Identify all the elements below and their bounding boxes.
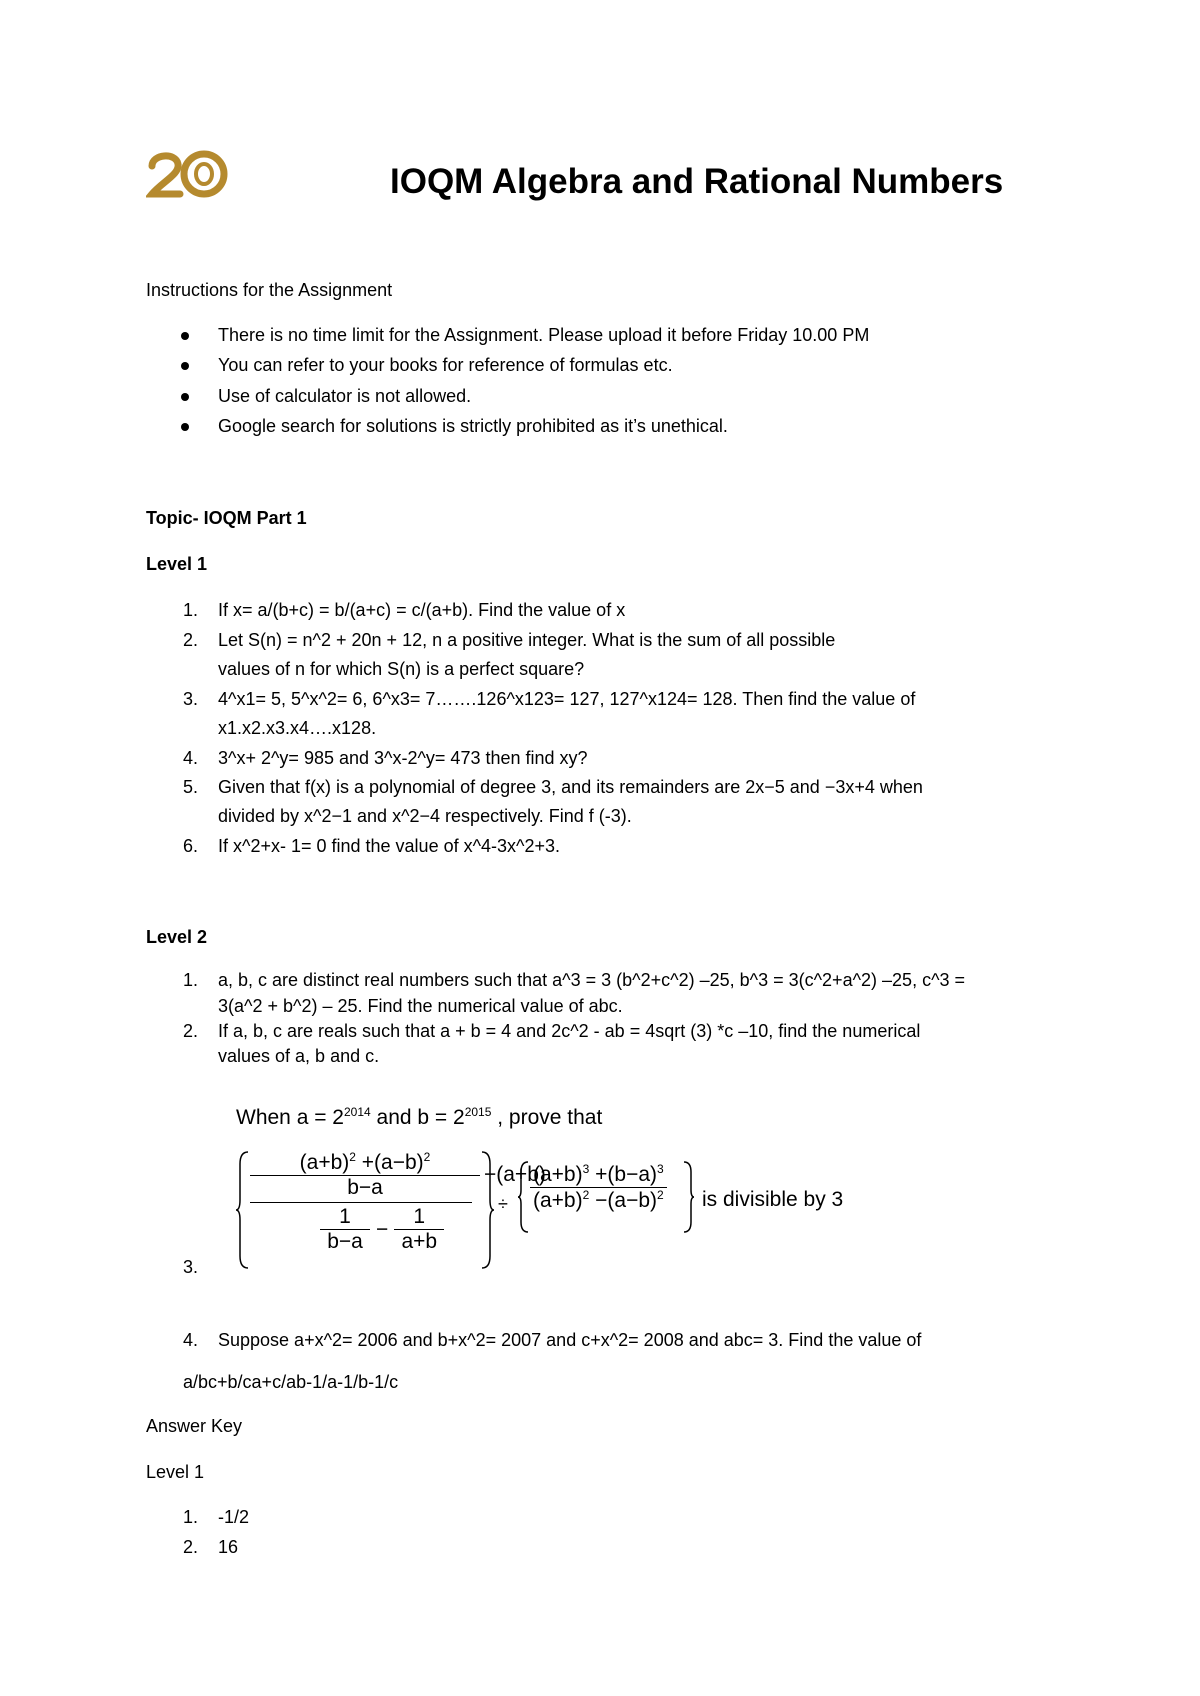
question-number: 4. (183, 748, 199, 768)
question-text: Given that f(x) is a polynomial of degree 3, and its remainders are 2x−5 and −3x+4 when (218, 777, 923, 797)
question-text: If x^2+x- 1= 0 find the value of x^4-3x^2+3. (218, 836, 561, 856)
instruction-item: Use of calculator is not allowed. (218, 386, 471, 407)
question-text: 4^x1= 5, 5^x^2= 6, 6^x3= 7…….126^x123= 127, 127^x124= 128. Then find the value of (218, 689, 916, 709)
instruction-item: Google search for solutions is strictly prohibited as it’s unethical. (218, 416, 728, 437)
compound-fraction: $\frac{(a+b)^2 +(a-b)^2}{b-a}$ −(a+b) $\frac{1}{b-a}$ − $\frac{1}{a+b}$ (250, 1150, 710, 1254)
answer-number: 2. (183, 1537, 199, 1557)
fraction-right: $\frac{(a+b)^3 +(b-a)^3}{(a+b)^2 -(a-b)^2}$ (530, 1162, 667, 1213)
instruction-item: There is no time limit for the Assignment. Please upload it before Friday 10.00 PM (218, 325, 869, 346)
question-number: 2. (183, 630, 199, 650)
bullet-icon (181, 423, 189, 431)
right-brace-icon (480, 1150, 494, 1270)
question-text: a, b, c are distinct real numbers such that a^3 = 3 (b^2+c^2) –25, b^3 = 3(c^2+a^2) –25, c^3 = (218, 970, 966, 990)
level1-heading: Level 1 (146, 554, 208, 574)
question-number: 6. (183, 836, 199, 856)
bullet-icon (181, 332, 189, 340)
answer-level-heading: Level 1 (146, 1462, 205, 1482)
question-text: Let S(n) = n^2 + 20n + 12, n a positive integer. What is the sum of all possible (218, 630, 836, 650)
question-text: 3(a^2 + b^2) – 25. Find the numerical value of abc. (218, 996, 623, 1016)
question-number: 2. (183, 1021, 199, 1041)
answer-value: 16 (218, 1537, 239, 1557)
question-text: values of a, b and c. (218, 1046, 380, 1066)
question-text: divided by x^2−1 and x^2−4 respectively. Find f (-3). (218, 806, 632, 826)
question-text: a/bc+b/ca+c/ab-1/a-1/b-1/c (183, 1372, 399, 1392)
question-number: 5. (183, 777, 199, 797)
instruction-item: You can refer to your books for reference of formulas etc. (218, 355, 673, 376)
bullet-icon (181, 362, 189, 370)
fraction-top: $\frac{(a+b)^2 +(a-b)^2}{b-a}$ (250, 1150, 480, 1200)
question-text: If a, b, c are reals such that a + b = 4 and 2c^2 - ab = 4sqrt (3) *c –10, find the numerical (218, 1021, 921, 1041)
answer-number: 1. (183, 1507, 199, 1527)
question-number: 3. (183, 1257, 199, 1277)
equation-intro: When $a = 2^{2014}$ and $b = 2^{2015}$ , prove that (236, 1105, 603, 1129)
question-number: 3. (183, 689, 199, 709)
topic-heading: Topic- IOQM Part 1 (146, 508, 307, 528)
question-text: 3^x+ 2^y= 985 and 3^x-2^y= 473 then find xy? (218, 748, 588, 768)
equation-block: $\frac{(a+b)^2 +(a-b)^2}{b-a}$ −(a+b) $\frac{1}{b-a}$ − $\frac{1}{a+b}$ ÷ $\frac{(a+b)^3 +(b-a)^3}{(a+b)^2 -(a-b)^2}$ is divisible by 3 (236, 1150, 876, 1270)
fraction-two: $\frac{1}{a+b}$ (394, 1205, 444, 1254)
bullet-icon (181, 393, 189, 401)
instructions-heading: Instructions for the Assignment (146, 280, 393, 300)
question-number: 1. (183, 600, 199, 620)
question-number: 1. (183, 970, 199, 990)
question-text: Suppose a+x^2= 2006 and b+x^2= 2007 and c+x^2= 2008 and abc= 3. Find the value of (218, 1330, 922, 1350)
logo-icon (146, 148, 228, 200)
question-text: x1.x2.x3.x4….x128. (218, 718, 377, 738)
question-text: values of n for which S(n) is a perfect square? (218, 659, 585, 679)
question-text: If x= a/(b+c) = b/(a+c) = c/(a+b). Find the value of x (218, 600, 626, 620)
left-brace-icon (518, 1160, 530, 1234)
page-title: IOQM Algebra and Rational Numbers (390, 162, 1004, 201)
fraction-one: $\frac{1}{b-a}$ (320, 1205, 370, 1254)
logo (146, 148, 228, 200)
question-number: 4. (183, 1330, 199, 1350)
answer-key-heading: Answer Key (146, 1416, 243, 1436)
right-brace-icon (682, 1160, 694, 1234)
level2-heading: Level 2 (146, 927, 208, 947)
answer-value: -1/2 (218, 1507, 250, 1527)
left-brace-icon (236, 1150, 250, 1270)
